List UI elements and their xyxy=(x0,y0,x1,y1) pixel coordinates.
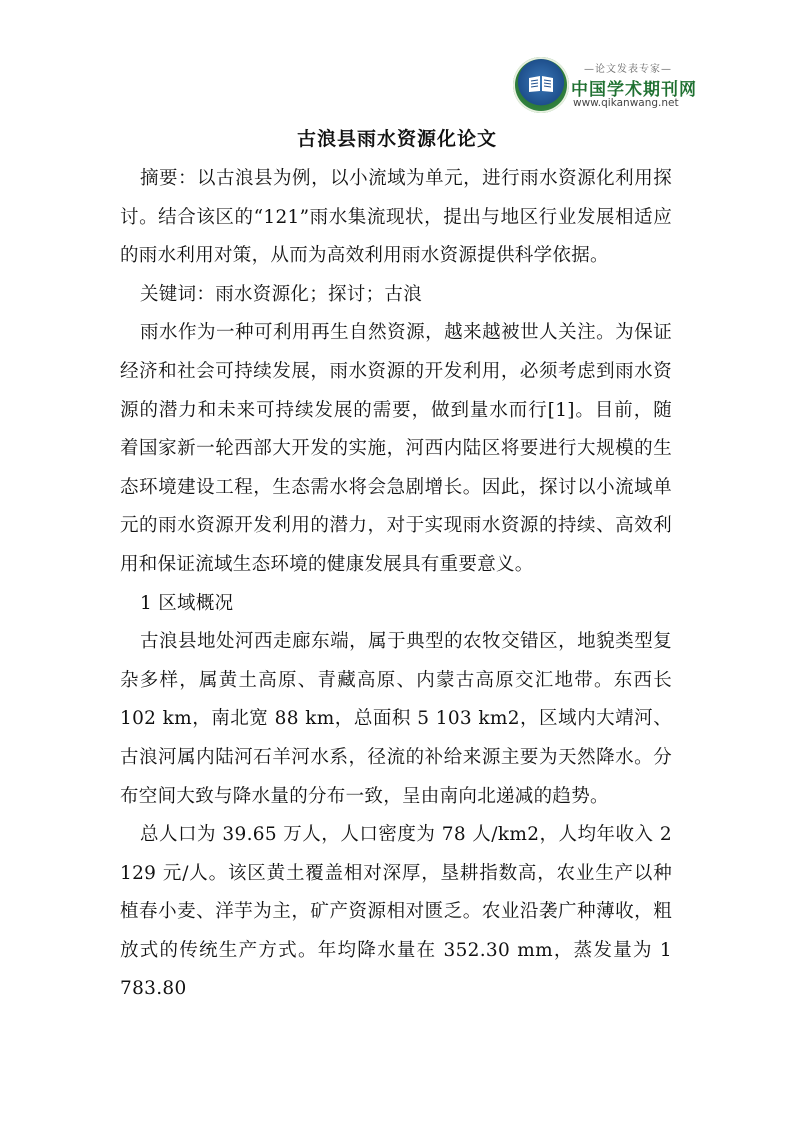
logo-name: 中国学术期刊网 xyxy=(571,80,697,100)
document-body xyxy=(120,160,672,1009)
logo-tagline: —论文发表专家— xyxy=(584,64,672,75)
population-paragraph: 总人口为 39.65 万人，人口密度为 78 人/km2，人均年收入 2 129 元/人。该区黄土覆盖相对深厚，垦耕指数高，农业生产以种植春小麦、洋芋为主，矿产资源相对匮乏。农业沿袭广种薄收，粗放式的传统生产方式。年均降水量在 352.30 mm，蒸发量为 1 783.80 xyxy=(120,824,672,1000)
section-heading: 1 区域概况 xyxy=(140,592,234,614)
abstract-paragraph: 摘要：以古浪县为例，以小流域为单元，进行雨水资源化利用探讨。结合该区的“121”雨水集流现状，提出与地区行业发展相适应的雨水利用对策，从而为高效利用雨水资源提供科学依据。 xyxy=(120,168,672,267)
region-paragraph: 古浪县地处河西走廊东端，属于典型的农牧交错区，地貌类型复杂多样，属黄土高原、青藏高原、内蒙古高原交汇地带。东西长 102 km，南北宽 88 km，总面积 5 103 km2，区域内大靖河、古浪河属内陆河石羊河水系，径流的补给来源主要为天然降水。分布空间大致与降水量的分布一致，呈由南向北递减的趋势。 xyxy=(120,631,672,807)
logo-url[interactable]: www.qikanwang.net xyxy=(573,97,679,109)
keywords-paragraph: 关键词：雨水资源化；探讨；古浪 xyxy=(140,283,423,305)
document-title: 古浪县雨水资源化论文 xyxy=(296,128,497,150)
book-icon xyxy=(528,75,554,93)
intro-paragraph: 雨水作为一种可利用再生自然资源，越来越被世人关注。为保证经济和社会可持续发展，雨水资源的开发利用，必须考虑到雨水资源的潜力和未来可持续发展的需要，做到量水而行[1]。目前，随着国家新一轮西部大开发的实施，河西内陆区将要进行大规模的生态环境建设工程，生态需水将会急剧增长。因此，探讨以小流域单元的雨水资源开发利用的潜力，对于实现雨水资源的持续、高效利用和保证流域生态环境的健康发展具有重要意义。 xyxy=(120,322,672,575)
journal-logo[interactable] xyxy=(513,55,697,119)
